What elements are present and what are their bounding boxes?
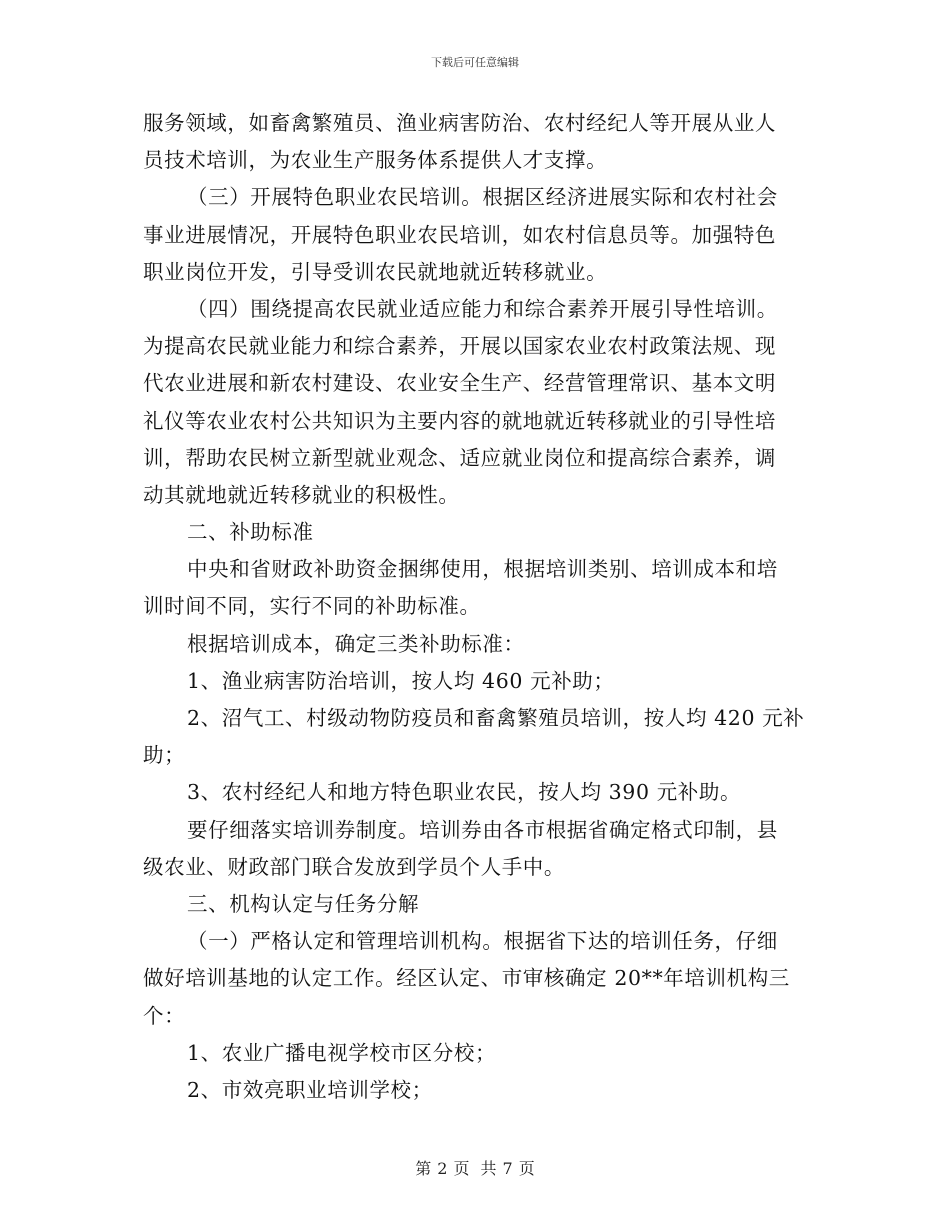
text-line: （一）严格认定和管理培训机构。根据省下达的培训任务，仔细 [187,929,778,954]
text-line: （三）开展特色职业农民培训。根据区经济进展实际和农村社会 [187,185,778,210]
text-line: 根据培训成本，确定三类补助标准： [187,631,525,656]
text-line: 训时间不同，实行不同的补助标准。 [143,594,481,619]
text-line: 2、市效亮职业培训学校； [187,1077,433,1102]
page-header: 下载后可任意编辑 [431,56,519,69]
text-line: 员技术培训，为农业生产服务体系提供人才支撑。 [143,148,608,173]
text-line: 训，帮助农民树立新型就业观念、适应就业岗位和提高综合素养，调 [143,445,776,470]
text-line: 级农业、财政部门联合发放到学员个人手中。 [143,854,565,879]
footer-prefix: 第 [415,1159,432,1178]
text-line: 事业进展情况，开展特色职业农民培训，如农村信息员等。加强特色 [143,222,776,247]
text-line: 三、机构认定与任务分解 [187,891,420,916]
document-body [143,105,811,1109]
text-line: 助； [143,743,186,768]
text-line: 3、农村经纪人和地方特色职业农民，按人均 390 元补助。 [187,780,742,805]
text-line: 1、农业广播电视学校市区分校； [187,1040,497,1065]
footer-suffix: 页 [518,1159,535,1178]
text-line: 为提高农民就业能力和综合素养，开展以国家农业农村政策法规、现 [143,334,776,359]
text-line: 动其就地就近转移就业的积极性。 [143,482,460,507]
text-line: 要仔细落实培训券制度。培训券由各市根据省确定格式印制，县 [187,817,778,842]
text-line: 代农业进展和新农村建设、农业安全生产、经营管理常识、基本文明 [143,371,776,396]
text-line: 做好培训基地的认定工作。经区认定、市审核确定 20**年培训机构三 [143,966,790,991]
text-line: （四）围绕提高农民就业适应能力和综合素养开展引导性培训。 [187,296,778,321]
text-line: 二、补助标准 [187,520,314,545]
text-line: 职业岗位开发，引导受训农民就地就近转移就业。 [143,259,608,284]
text-line: 服务领域，如畜禽繁殖员、渔业病害防治、农村经纪人等开展从业人 [143,111,776,135]
page-footer [0,1156,950,1179]
footer-page-number: 2 [437,1159,448,1178]
text-line: 中央和省财政补助资金捆绑使用，根据培训类别、培训成本和培 [187,557,778,582]
footer-middle: 页 共 [453,1159,497,1178]
text-line: 个： [143,1003,186,1028]
footer-total-pages: 7 [502,1159,513,1178]
text-line: 礼仪等农业农村公共知识为主要内容的就地就近转移就业的引导性培 [143,408,776,433]
text-line: 2、沼气工、村级动物防疫员和畜禽繁殖员培训，按人均 420 元补 [187,706,805,730]
text-line: 1、渔业病害防治培训，按人均 460 元补助； [187,668,615,693]
